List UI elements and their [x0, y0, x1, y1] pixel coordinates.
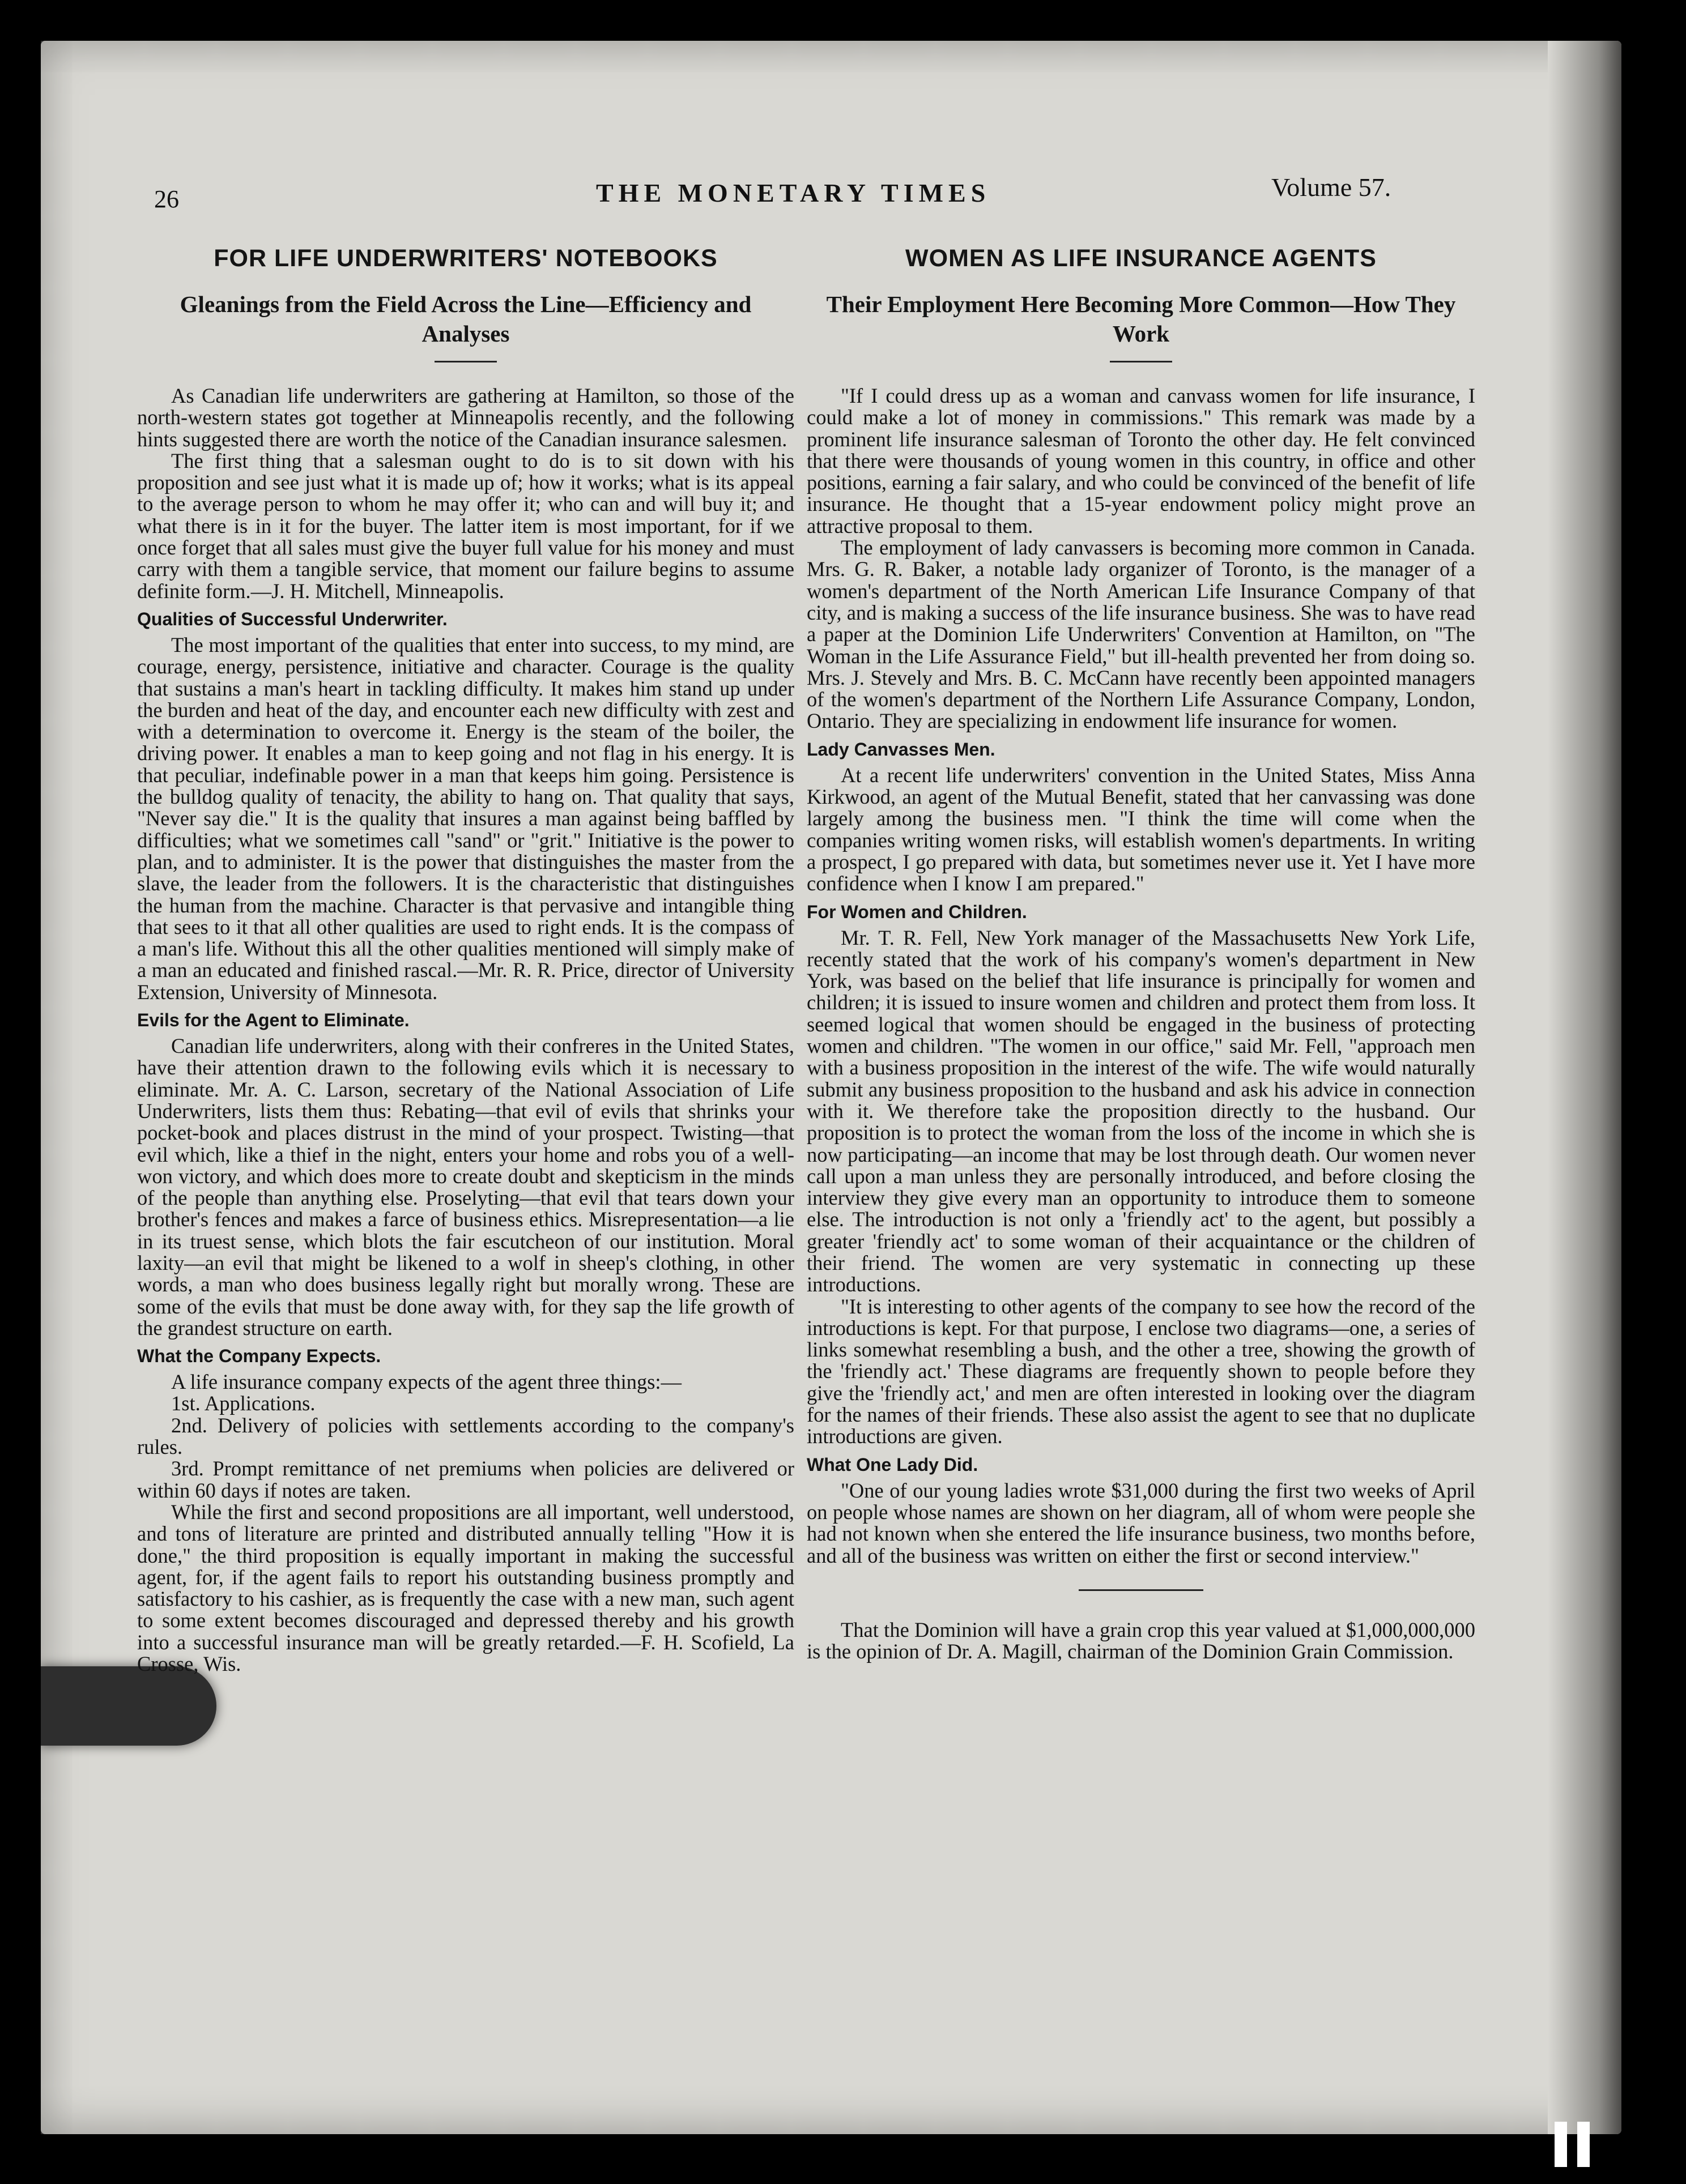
article-title: WOMEN AS LIFE INSURANCE AGENTS: [905, 245, 1377, 272]
page-number: 26: [154, 185, 179, 213]
paragraph: Canadian life underwriters, along with their confreres in the United States, have their attention drawn to the following evils which it is necessary to eliminate. Mr. A. C. Larson, secretary of the National Association of Life Underwriters, lists them thus: Rebating—that evil of evils that shrinks your pocket-book and places distrust in the mind of your prospect. Twisting—that evil which, like a thief in the night, enters your home and robs you of a well-won victory, and which does more to create doubt and skepticism in the minds of the people than anything else. Proselyting—that evil that tears down your brother's fences and makes a farce of business ethics. Misrepresentation—a lie in its truest sense, which blots the fair escutcheon of our institution. Moral laxity—an evil that might be likened to a wolf in sheep's clothing, in other words, a man who does business legally right but morally wrong. These are some of the evils that must be done away with, for they sap the life growth of the grandest structure on earth.: [137, 1034, 794, 1340]
paragraph: "If I could dress up as a woman and canvass women for life insurance, I could make a lot of money in commissions." This remark was made by a prominent life insurance salesman of Toronto the other day. He felt convinced that there were thousands of young women in this country, in office and other positions, earning a fair salary, and who could be convinced of the benefit of life insurance. He thought that a 15-year endowment policy might prove an attractive proposal to them.: [807, 384, 1475, 538]
section-heading: Evils for the Agent to Eliminate.: [137, 1010, 410, 1031]
section-heading: What the Company Expects.: [137, 1346, 381, 1367]
page-gutter-shadow: [1548, 41, 1621, 2134]
section-heading: Qualities of Successful Underwriter.: [137, 608, 448, 629]
divider: [1110, 361, 1172, 362]
section-heading: For Women and Children.: [807, 901, 1027, 922]
paragraph: "One of our young ladies wrote $31,000 during the first two weeks of April on people whose names are shown on her diagram, all of whom were people she had not known when she entered the life insurance business, two months before, and all of the business was written on either the first or second interview.": [807, 1478, 1475, 1567]
paragraph: Mr. T. R. Fell, New York manager of the Massachusetts New York Life, recently stated that the work of his company's women's department in New York, was based on the belief that life insurance is principally for women and children; it is issued to insure women and children and protect them from loss. It seemed logical that women should be engaged in the business of protecting women and children. "The women in our office," said Mr. Fell, "approach men with a business proposition in the interest of the wife. The wife would naturally submit any business proposition to the husband and ask his advice in connection with it. We therefore take the proposition directly to the husband. Our proposition is to protect the woman from the loss of the income in which she is now participating—an income that may be lost through death. Our women never call upon a man unless they are personally introduced, and before closing the interview they give every man an opportunity to introduce them to someone else. The introduction is not only a 'friendly act' to the agent, but possibly a greater 'friendly act' to some woman of their acquaintance or the children of their friend. The women are very systematic in connecting up these introductions.: [807, 925, 1475, 1296]
masthead: THE MONETARY TIMES: [596, 178, 991, 207]
paragraph: The most important of the qualities that enter into success, to my mind, are courage, energy, persistence, initiative and character. Courage is the quality that sustains a man's heart in tackling difficulty. It makes him stand up under the burden and heat of the day, and encounter each new difficulty with zest and with a determination to overcome it. Energy is the steam of the boiler, the driving power. It enables a man to keep going and not flag in his energy. It is that peculiar, indefinable power in a man that keeps him going. Persistence is the bulldog quality of tenacity, the ability to hang on. That quality that says, "Never say die." It is the quality that insures a man against being baffled by difficulties; what we sometimes call "sand" or "grit." Initiative is the power to plan, and to administer. It is the power that distinguishes the master from the slave, the leader from the followers. It is the characteristic that distinguishes the human from the machine. Character is that pervasive and intangible thing that sees to it that all other qualities are used to right ends. It is the compass of a man's life. Without this all the other qualities mentioned will simply make of a man an educated and finished rascal.—Mr. R. R. Price, director of University Extension, University of Minnesota.: [137, 633, 794, 1004]
divider: [435, 361, 497, 362]
end-divider: [1079, 1589, 1203, 1591]
list-item: 2nd. Delivery of policies with settlements according to the company's rules.: [137, 1413, 794, 1459]
paragraph: The first thing that a salesman ought to do is to sit down with his proposition and see just what it is made up of; how it works; what is its appeal to the average person to whom he may offer it; who can and will buy it; and what there is in it for the buyer. The latter item is most important, for if we once forget that all sales must give the buyer full value for his money and must carry with them a tangible service, that moment our failure begins to assume definite form.—J. H. Mitchell, Minneapolis.: [137, 449, 794, 603]
left-column: [137, 233, 794, 1675]
right-column: [807, 233, 1475, 1662]
volume-label: Volume 57.: [1271, 173, 1391, 202]
binder-clip: [41, 1666, 216, 1746]
paragraph: As Canadian life underwriters are gathering at Hamilton, so those of the north-western states got together at Minneapolis recently, and the following hints suggested there are worth the notice of the Canadian insurance salesmen.: [137, 384, 794, 451]
paragraph: While the first and second propositions are all important, well understood, and tons of literature are printed and distributed annually telling "How it is done," the third proposition is equally important in making the successful agent, for, if the agent fails to report his outstanding business promptly and satisfactory to his cashier, as is frequently the case with a new man, such agent to some extent becomes discouraged and depressed thereby and his growth into a successful insurance man will be greatly retarded.—F. H. Scofield, La Crosse, Wis.: [137, 1500, 794, 1676]
paragraph: The employment of lady canvassers is becoming more common in Canada. Mrs. G. R. Baker, a notable lady organizer of Toronto, is the manager of a women's department of the North American Life Insurance Company of that city, and is making a success of the life insurance business. She was to have read a paper at the Dominion Life Underwriters' Convention at Hamilton, on "The Woman in the Life Assurance Field," but ill-health prevented her from doing so. Mrs. J. Stevely and Mrs. B. C. McCann have recently been appointed managers of the women's department of the Northern Life Assurance Company, London, Ontario. They are specializing in endowment life insurance for women.: [807, 536, 1475, 733]
paragraph: A life insurance company expects of the agent three things:—: [171, 1370, 682, 1394]
article-subtitle: Gleanings from the Field Across the Line—Efficiency and Analyses: [180, 291, 752, 347]
list-item: 3rd. Prompt remittance of net premiums when policies are delivered or within 60 days if notes are taken.: [137, 1457, 794, 1502]
film-edge-marks: [1544, 2122, 1601, 2167]
section-heading: What One Lady Did.: [807, 1454, 978, 1475]
section-heading: Lady Canvasses Men.: [807, 739, 995, 760]
paragraph: That the Dominion will have a grain crop this year valued at $1,000,000,000 is the opinion of Dr. A. Magill, chairman of the Dominion Grain Commission.: [807, 1618, 1475, 1663]
running-header: [41, 172, 1621, 217]
magazine-page: [41, 41, 1621, 2134]
article-title: FOR LIFE UNDERWRITERS' NOTEBOOKS: [214, 245, 718, 272]
paragraph: "It is interesting to other agents of the company to see how the record of the introductions is kept. For that purpose, I enclose two diagrams—one, a series of links somewhat resembling a bush, and the other a tree, showing the growth of the 'friendly act.' These diagrams are frequently shown to people before they give the 'friendly act,' and men are often interested in looking over the diagram for the names of their friends. These also assist the agent to see that no duplicate introductions are given.: [807, 1294, 1475, 1448]
list-item: 1st. Applications.: [171, 1392, 316, 1415]
article-subtitle: Their Employment Here Becoming More Common—How They Work: [826, 291, 1456, 347]
paragraph: At a recent life underwriters' convention in the United States, Miss Anna Kirkwood, an agent of the Mutual Benefit, stated that her canvassing was done largely among the business men. "I think the time will come when the companies writing women risks, will establish women's departments. In writing a prospect, I go prepared with data, but sometimes never use it. Yet I have more confidence when I know I am prepared.": [807, 763, 1475, 895]
